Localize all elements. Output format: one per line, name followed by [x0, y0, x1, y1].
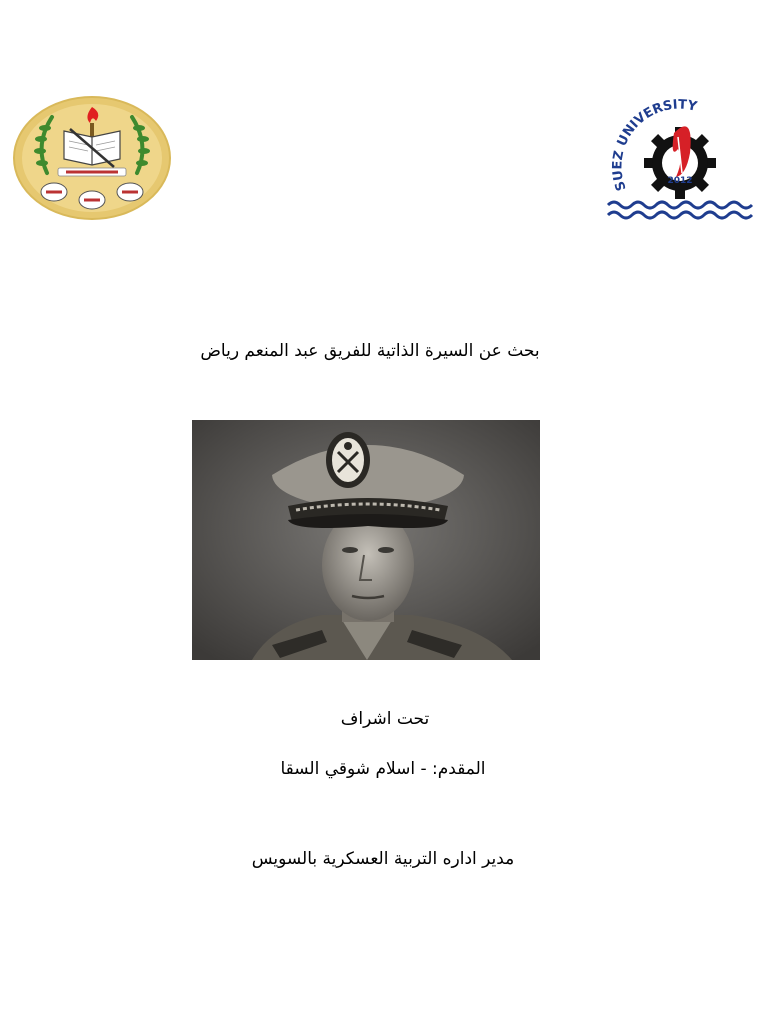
director-title: مدير اداره التربية العسكرية بالسويس [251, 849, 515, 869]
supervisor-name: المقدم: - اسلام شوقي السقا [280, 759, 486, 779]
military-education-emblem-icon [12, 95, 172, 221]
suez-university-logo-icon [604, 93, 756, 223]
document-title: بحث عن السيرة الذاتية للفريق عبد المنعم رياض [200, 341, 540, 361]
university-name-en: SUEZ UNIVERSITY [610, 97, 699, 193]
svg-text:جامعة السويس [604, 93, 615, 97]
portrait-photo-icon [192, 420, 540, 660]
supervision-label: تحت اشراف [340, 709, 430, 729]
university-name-ar [604, 93, 615, 97]
founding-year: 2012 [667, 176, 693, 186]
